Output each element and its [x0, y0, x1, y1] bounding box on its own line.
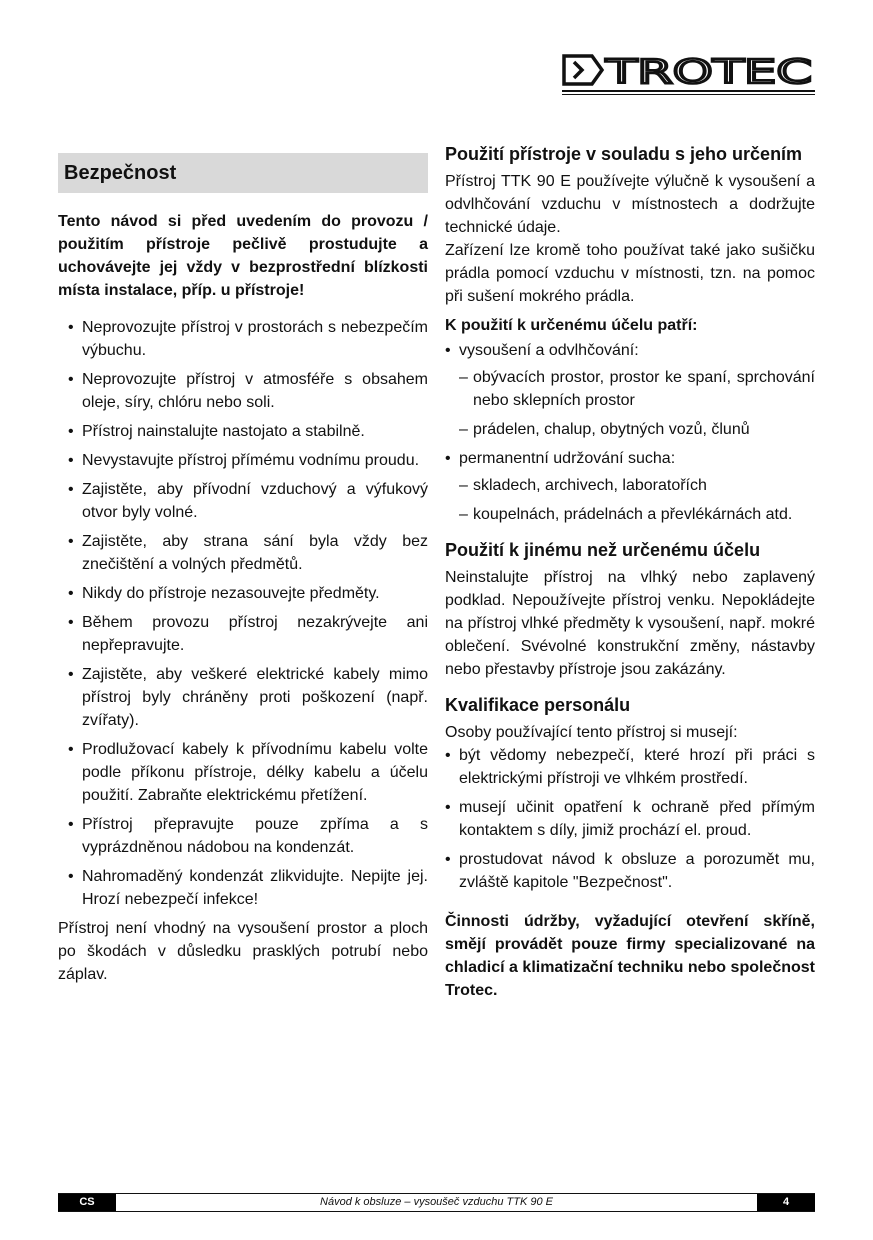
list-item: • Během provozu přístroj nezakrývejte ani nepřepravujte.	[58, 611, 428, 657]
list-item: • Zajistěte, aby přívodní vzduchový a výfukový otvor byly volné.	[58, 478, 428, 524]
list-item: • být vědomy nebezpečí, které hrozí při práci s elektrickými přístroji ve vlhkém prostředí.	[445, 744, 815, 790]
list-item: • Přístroj nainstalujte nastojato a stabilně.	[58, 420, 428, 443]
safety-closing: Přístroj není vhodný na vysoušení prostor a ploch po škodách v důsledku prasklých potrubí nebo záplav.	[58, 920, 428, 983]
list-item: • Prodlužovací kabely k přívodnímu kabelu volte podle příkonu přístroje, délky kabelu a účelu použití. Zabraňte elektrickému přetížení.	[58, 738, 428, 807]
list-item: • Přístroj přepravujte pouze zpříma a s vyprázdněnou nádobou na kondenzát.	[58, 813, 428, 859]
language-badge: CS	[58, 1194, 116, 1211]
list-item: • Zajistěte, aby veškeré elektrické kabely mimo přístroj byly chráněny proti poškození (např. zvířaty).	[58, 663, 428, 732]
safety-intro: Tento návod si před uvedením do provozu / použitím přístroje pečlivě prostudujte a uchovávejte jej vždy v bezprostřední blízkosti místa instalace, příp. u přístroje!	[58, 213, 428, 299]
qualification-title: Kvalifikace personálu	[445, 695, 631, 715]
misuse-text: Neinstalujte přístroj na vlhký nebo zaplavený podklad. Nepoužívejte přístroj venku. Nepokládejte na přístroj vlhké předměty k vysoušení, např. mokré oblečení. Svévolné konstrukční změny, nástavby nebo přestavby přístroje jsou zakázány.	[445, 569, 815, 678]
list-item: • prostudovat návod k obsluze a porozumět mu, zvláště kapitole "Bezpečnost".	[445, 848, 815, 894]
header-rule-thin	[562, 94, 815, 95]
list-item: • Zajistěte, aby strana sání byla vždy bez znečištění a volných předmětů.	[58, 530, 428, 576]
sub-list	[435, 474, 815, 526]
header-rule	[562, 90, 815, 92]
misuse-title: Použití k jinému než určenému účelu	[445, 540, 761, 560]
list-item	[445, 447, 815, 526]
intended-use-p1: Přístroj TTK 90 E používejte výlučně k vysoušení a odvlhčování vzduchu v místnostech a dodržujte technické údaje.	[445, 173, 815, 236]
list-item: • Nahromaděný kondenzát zlikvidujte. Nepijte jej. Hrozí nebezpečí infekce!	[58, 865, 428, 911]
footer-title: Návod k obsluze – vysoušeč vzduchu TTK 90 E	[320, 1196, 553, 1208]
list-item-label: vysoušení a odvlhčování:	[459, 342, 639, 359]
list-item: – obývacích prostor, prostor ke spaní, sprchování nebo sklepních prostor	[459, 366, 815, 412]
list-item: • Neprovozujte přístroj v prostorách s nebezpečím výbuchu.	[58, 316, 428, 362]
trotec-logo	[562, 52, 814, 88]
left-column	[58, 153, 428, 986]
list-item: • musejí učinit opatření k ochraně před přímým kontaktem s díly, jimiž prochází el. proud.	[445, 796, 815, 842]
list-item: • Neprovozujte přístroj v atmosféře s obsahem oleje, síry, chlóru nebo soli.	[58, 368, 428, 414]
qualification-intro: Osoby používající tento přístroj si musejí:	[445, 724, 738, 741]
intended-use-section	[445, 142, 815, 526]
list-item: – prádelen, chalup, obytných vozů, člunů	[459, 418, 815, 441]
page-number: 4	[757, 1194, 815, 1211]
brand-text: TROTEC	[604, 52, 812, 88]
intended-use-list	[445, 339, 815, 526]
section-title-safety: Bezpečnost	[58, 153, 428, 193]
maintenance-note: Činnosti údržby, vyžadující otevření skříně, smějí provádět pouze firmy specializované na chladicí a klimatizační techniku nebo společnost Trotec.	[445, 913, 815, 999]
list-item-label: permanentní udržování sucha:	[459, 450, 676, 467]
qualification-list	[445, 744, 815, 894]
misuse-section	[445, 538, 815, 681]
list-item: – skladech, archivech, laboratořích	[459, 474, 815, 497]
list-item: • Nevystavujte přístroj přímému vodnímu proudu.	[58, 449, 428, 472]
list-item: • Nikdy do přístroje nezasouvejte předměty.	[58, 582, 428, 605]
qualification-section	[445, 693, 815, 894]
intended-use-p2: Zařízení lze kromě toho používat také jako sušičku prádla pomocí vzduchu v místnosti, tzn. na pomoc při sušení mokrého prádla.	[445, 242, 815, 305]
intended-use-title: Použití přístroje v souladu s jeho určením	[445, 144, 803, 164]
intended-use-list-title: K použití k určenému účelu patří:	[445, 317, 698, 334]
right-column	[445, 142, 815, 1002]
sub-list	[435, 366, 815, 441]
list-item	[445, 339, 815, 441]
list-item: – koupelnách, prádelnách a převlékárnách atd.	[459, 503, 815, 526]
page-footer	[58, 1193, 815, 1212]
safety-list	[58, 316, 428, 911]
